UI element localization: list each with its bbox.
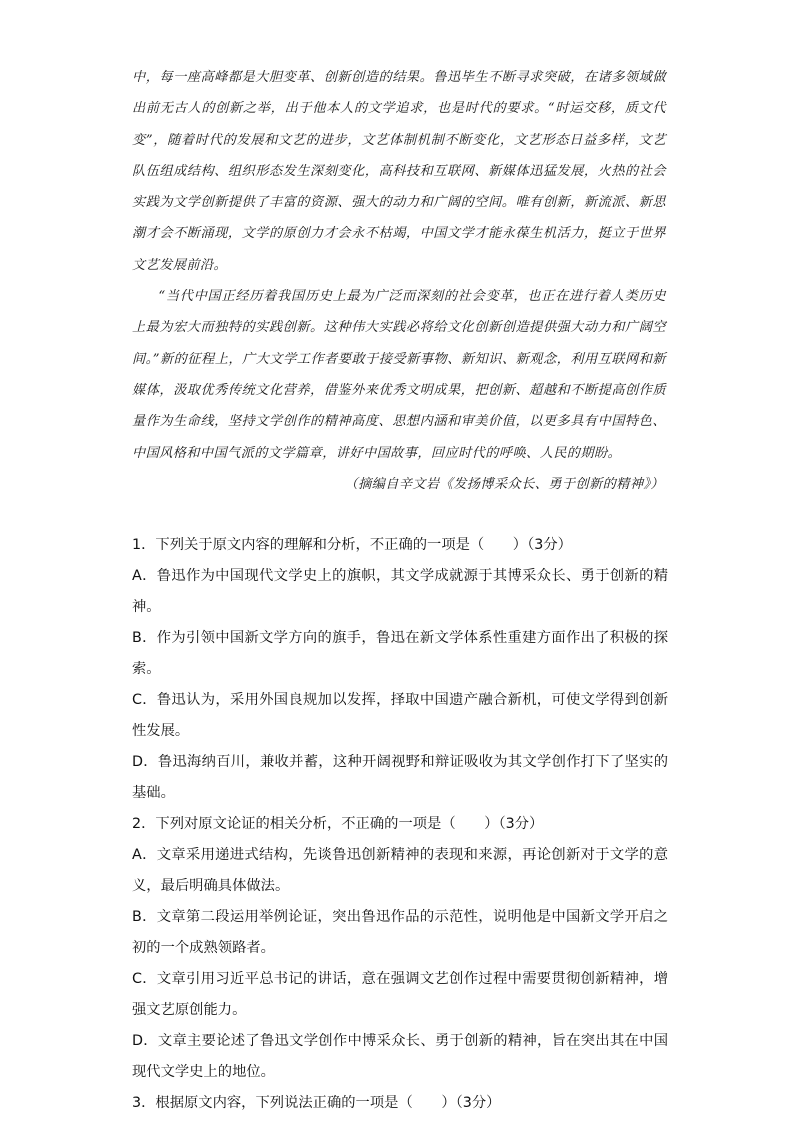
question-1: [132, 530, 668, 809]
question-list: [132, 530, 668, 1119]
option-a: A．鲁迅作为中国现代文学史上的旗帜，其文学成就源于其博采众长、勇于创新的精神。: [132, 568, 668, 615]
passage-paragraph: “当代中国正经历着我国历史上最为广泛而深刻的社会变革，也正在进行着人类历史上最为宏大而独特的实践创新。这种伟大实践必将给文化创新创造提供强大动力和广阔空间。”新的征程上，广大文学工作者要敢于接受新事物、新知识、新观念，利用互联网和新媒体，汲取优秀传统文化营养，借鉴外来优秀文明成果，把创新、超越和不断提高创作质量作为生命线，坚持文学创作的精神高度、思想内涵和审美价值，以更多具有中国特色、中国风格和中国气派的文学篇章，讲好中国故事，回应时代的呼唤、人民的期盼。: [132, 289, 666, 461]
option-b: B．文章第二段运用举例论证，突出鲁迅作品的示范性，说明他是中国新文学开启之初的一个成熟领路者。: [132, 909, 668, 956]
option-a: A．文章采用递进式结构，先谈鲁迅创新精神的表现和来源，再论创新对于文学的意义，最后明确具体做法。: [132, 847, 668, 894]
question-2: [132, 809, 668, 1088]
option-d: D．鲁迅海纳百川，兼收并蓄，这种开阔视野和辩证吸收为其文学创作打下了坚实的基础。: [132, 754, 668, 801]
reading-passage: [132, 62, 666, 500]
passage-paragraph: 中，每一座高峰都是大胆变革、创新创造的结果。鲁迅毕生不断寻求突破，在诸多领域做出前无古人的创新之举，出于他本人的文学追求，也是时代的要求。“时运交移，质文代变”，随着时代的发展和文艺的进步，文艺体制机制不断变化，文艺形态日益多样，文艺队伍组成结构、组织形态发生深刻变化，高科技和互联网、新媒体迅猛发展，火热的社会实践为文学创新提供了丰富的资源、强大的动力和广阔的空间。唯有创新，新流派、新思潮才会不断涌现，文学的原创力才会永不枯竭，中国文学才能永葆生机活力，挺立于世界文艺发展前沿。: [132, 70, 666, 273]
option-d: D．文章主要论述了鲁迅文学创作中博采众长、勇于创新的精神，旨在突出其在中国现代文学史上的地位。: [132, 1033, 668, 1080]
question-stem: 1．下列关于原文内容的理解和分析，不正确的一项是（ ）（3分）: [132, 537, 572, 553]
option-c: C．文章引用习近平总书记的讲话，意在强调文艺创作过程中需要贯彻创新精神，增强文艺原创能力。: [132, 971, 668, 1018]
question-3: [132, 1088, 668, 1119]
question-stem: 3．根据原文内容，下列说法正确的一项是（ ）（3分）: [132, 1095, 501, 1111]
passage-source: （摘编自辛文岩《发扬博采众长、勇于创新的精神》）: [344, 476, 664, 492]
option-b: B．作为引领中国新文学方向的旗手，鲁迅在新文学体系性重建方面作出了积极的探索。: [132, 630, 668, 677]
question-stem: 2．下列对原文论证的相关分析，不正确的一项是（ ）（3分）: [132, 816, 544, 832]
option-c: C．鲁迅认为，采用外国良规加以发挥，择取中国遗产融合新机，可使文学得到创新性发展。: [132, 692, 668, 739]
